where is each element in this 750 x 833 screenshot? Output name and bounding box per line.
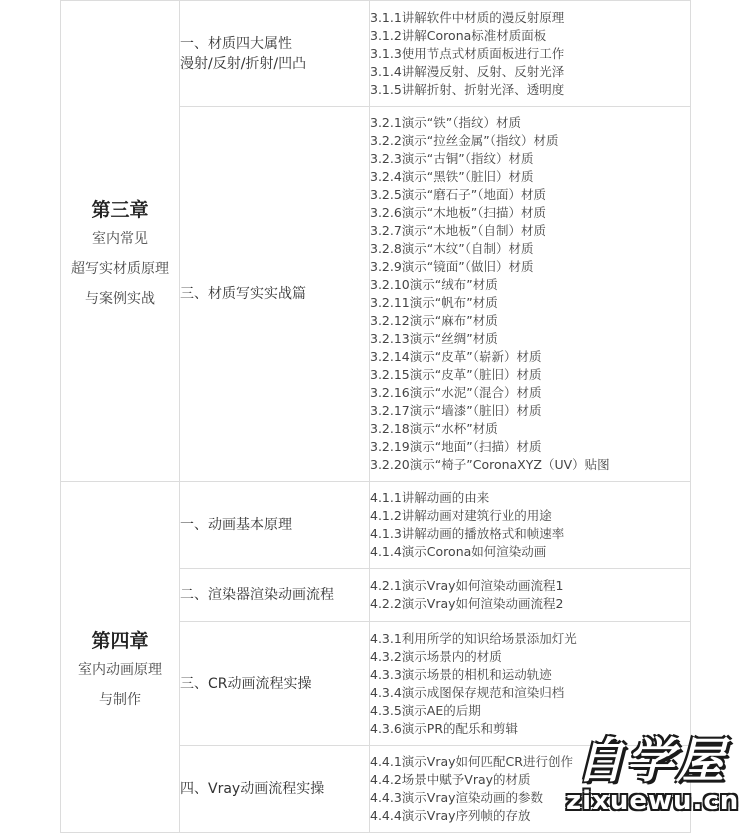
lesson-item: 3.1.1讲解软件中材质的漫反射原理 xyxy=(370,9,565,25)
lesson-item: 4.4.2场景中赋予Vray的材质 xyxy=(370,772,531,787)
lesson-item: 4.3.1利用所学的知识给场景添加灯光 xyxy=(370,630,577,646)
chapter-subtitle-line: 室内常见 xyxy=(92,230,148,247)
lesson-item: 4.3.6演示PR的配乐和剪辑 xyxy=(370,720,519,736)
section-title-cell xyxy=(180,107,370,482)
lesson-item: 4.3.3演示场景的相机和运动轨迹 xyxy=(370,666,552,682)
lesson-item: 3.2.16演示“水泥”（混合）材质 xyxy=(370,385,542,400)
watermark-domain: zixuewu.cn xyxy=(566,786,740,816)
chapter-subtitle-line: 与案例实战 xyxy=(85,290,155,307)
lesson-item: 3.1.4讲解漫反射、反射、反射光泽 xyxy=(370,63,565,79)
section-title: 二、渲染器渲染动画流程 xyxy=(180,587,334,603)
lesson-item: 4.2.1演示Vray如何渲染动画流程1 xyxy=(370,578,564,593)
lesson-item: 4.1.4演示Corona如何渲染动画 xyxy=(370,544,547,559)
chapter-title: 第四章 xyxy=(91,629,149,652)
lesson-item: 3.2.1演示“铁”（指纹）材质 xyxy=(370,115,522,130)
lesson-item: 3.2.17演示“墙漆”（脏旧）材质 xyxy=(370,403,542,418)
lesson-item: 3.1.5讲解折射、折射光泽、透明度 xyxy=(370,81,565,97)
lesson-item: 4.3.5演示AE的后期 xyxy=(370,702,481,718)
course-outline-body xyxy=(61,1,691,833)
lesson-item: 3.2.20演示“椅子”CoronaXYZ（UV）贴图 xyxy=(370,457,610,472)
lesson-item: 4.4.1演示Vray如何匹配CR进行创作 xyxy=(370,754,573,769)
chapter-cell xyxy=(61,482,180,833)
section-title: 三、CR动画流程实操 xyxy=(180,675,312,692)
chapter-subtitle-line: 超写实材质原理 xyxy=(71,260,169,277)
section-title-cell xyxy=(180,482,370,569)
lesson-item: 4.1.2讲解动画对建筑行业的用途 xyxy=(370,508,552,523)
chapter-cell xyxy=(61,1,180,482)
lesson-list-cell xyxy=(370,107,691,482)
lesson-item: 4.3.2演示场景内的材质 xyxy=(370,648,502,664)
lesson-item: 3.2.14演示“皮革”（崭新）材质 xyxy=(370,349,542,364)
lesson-list-cell xyxy=(370,622,691,746)
lesson-item: 4.1.3讲解动画的播放格式和帧速率 xyxy=(370,526,565,541)
lesson-item: 3.2.5演示“磨石子”（地面）材质 xyxy=(370,187,547,202)
section-title: 一、材质四大属性 xyxy=(180,35,292,52)
lesson-item: 4.3.4演示成图保存规范和渲染归档 xyxy=(370,684,565,700)
lesson-list-cell xyxy=(370,569,691,622)
lesson-item: 3.2.2演示“拉丝金属”（指纹）材质 xyxy=(370,133,559,148)
lesson-item: 4.2.2演示Vray如何渲染动画流程2 xyxy=(370,596,564,611)
lesson-item: 3.2.18演示“水杯”材质 xyxy=(370,421,498,436)
section-title: 三、材质写实实战篇 xyxy=(180,286,306,302)
lesson-item: 3.2.10演示“绒布”材质 xyxy=(370,277,498,292)
lesson-list-cell xyxy=(370,746,691,833)
lesson-item: 4.4.4演示Vray序列帧的存放 xyxy=(370,808,531,823)
lesson-item: 3.2.15演示“皮革”（脏旧）材质 xyxy=(370,367,542,382)
lesson-item: 3.2.7演示“木地板”（自制）材质 xyxy=(370,223,547,238)
lesson-list-cell xyxy=(370,482,691,569)
lesson-item: 3.2.8演示“木纹”（自制）材质 xyxy=(370,241,534,256)
section-title: 一、动画基本原理 xyxy=(180,517,292,533)
chapter-subtitle-line: 室内动画原理 xyxy=(78,661,162,678)
lesson-item: 3.2.12演示“麻布”材质 xyxy=(370,313,498,328)
section-title-cell xyxy=(180,569,370,622)
lesson-item: 3.2.4演示“黑铁”（脏旧）材质 xyxy=(370,169,534,184)
section-title-cell xyxy=(180,622,370,746)
section-title: 四、Vray动画流程实操 xyxy=(180,781,325,797)
lesson-item: 3.2.9演示“镜面”（做旧）材质 xyxy=(370,259,534,274)
chapter-title: 第三章 xyxy=(91,198,149,221)
section-title-cell xyxy=(180,1,370,107)
lesson-item: 3.1.2讲解Corona标准材质面板 xyxy=(370,27,547,43)
section-row xyxy=(61,1,691,107)
lesson-item: 3.2.11演示“帆布”材质 xyxy=(370,295,498,310)
lesson-item: 3.2.19演示“地面”（扫描）材质 xyxy=(370,439,542,454)
lesson-item: 4.4.3演示Vray渲染动画的参数 xyxy=(370,790,544,805)
watermark-logo-text: 自学屋 xyxy=(576,733,727,789)
course-outline-table xyxy=(60,0,691,833)
lesson-list-cell xyxy=(370,1,691,107)
lesson-item: 3.2.3演示“古铜”（指纹）材质 xyxy=(370,151,534,166)
section-title-cell xyxy=(180,746,370,833)
section-title: 漫射/反射/折射/凹凸 xyxy=(180,55,307,72)
lesson-item: 3.2.6演示“木地板”（扫描）材质 xyxy=(370,205,547,220)
chapter-subtitle-line: 与制作 xyxy=(99,691,141,708)
lesson-item: 3.1.3使用节点式材质面板进行工作 xyxy=(370,45,565,61)
lesson-item: 3.2.13演示“丝绸”材质 xyxy=(370,331,498,346)
section-row xyxy=(61,482,691,569)
lesson-item: 4.1.1讲解动画的由来 xyxy=(370,490,490,505)
